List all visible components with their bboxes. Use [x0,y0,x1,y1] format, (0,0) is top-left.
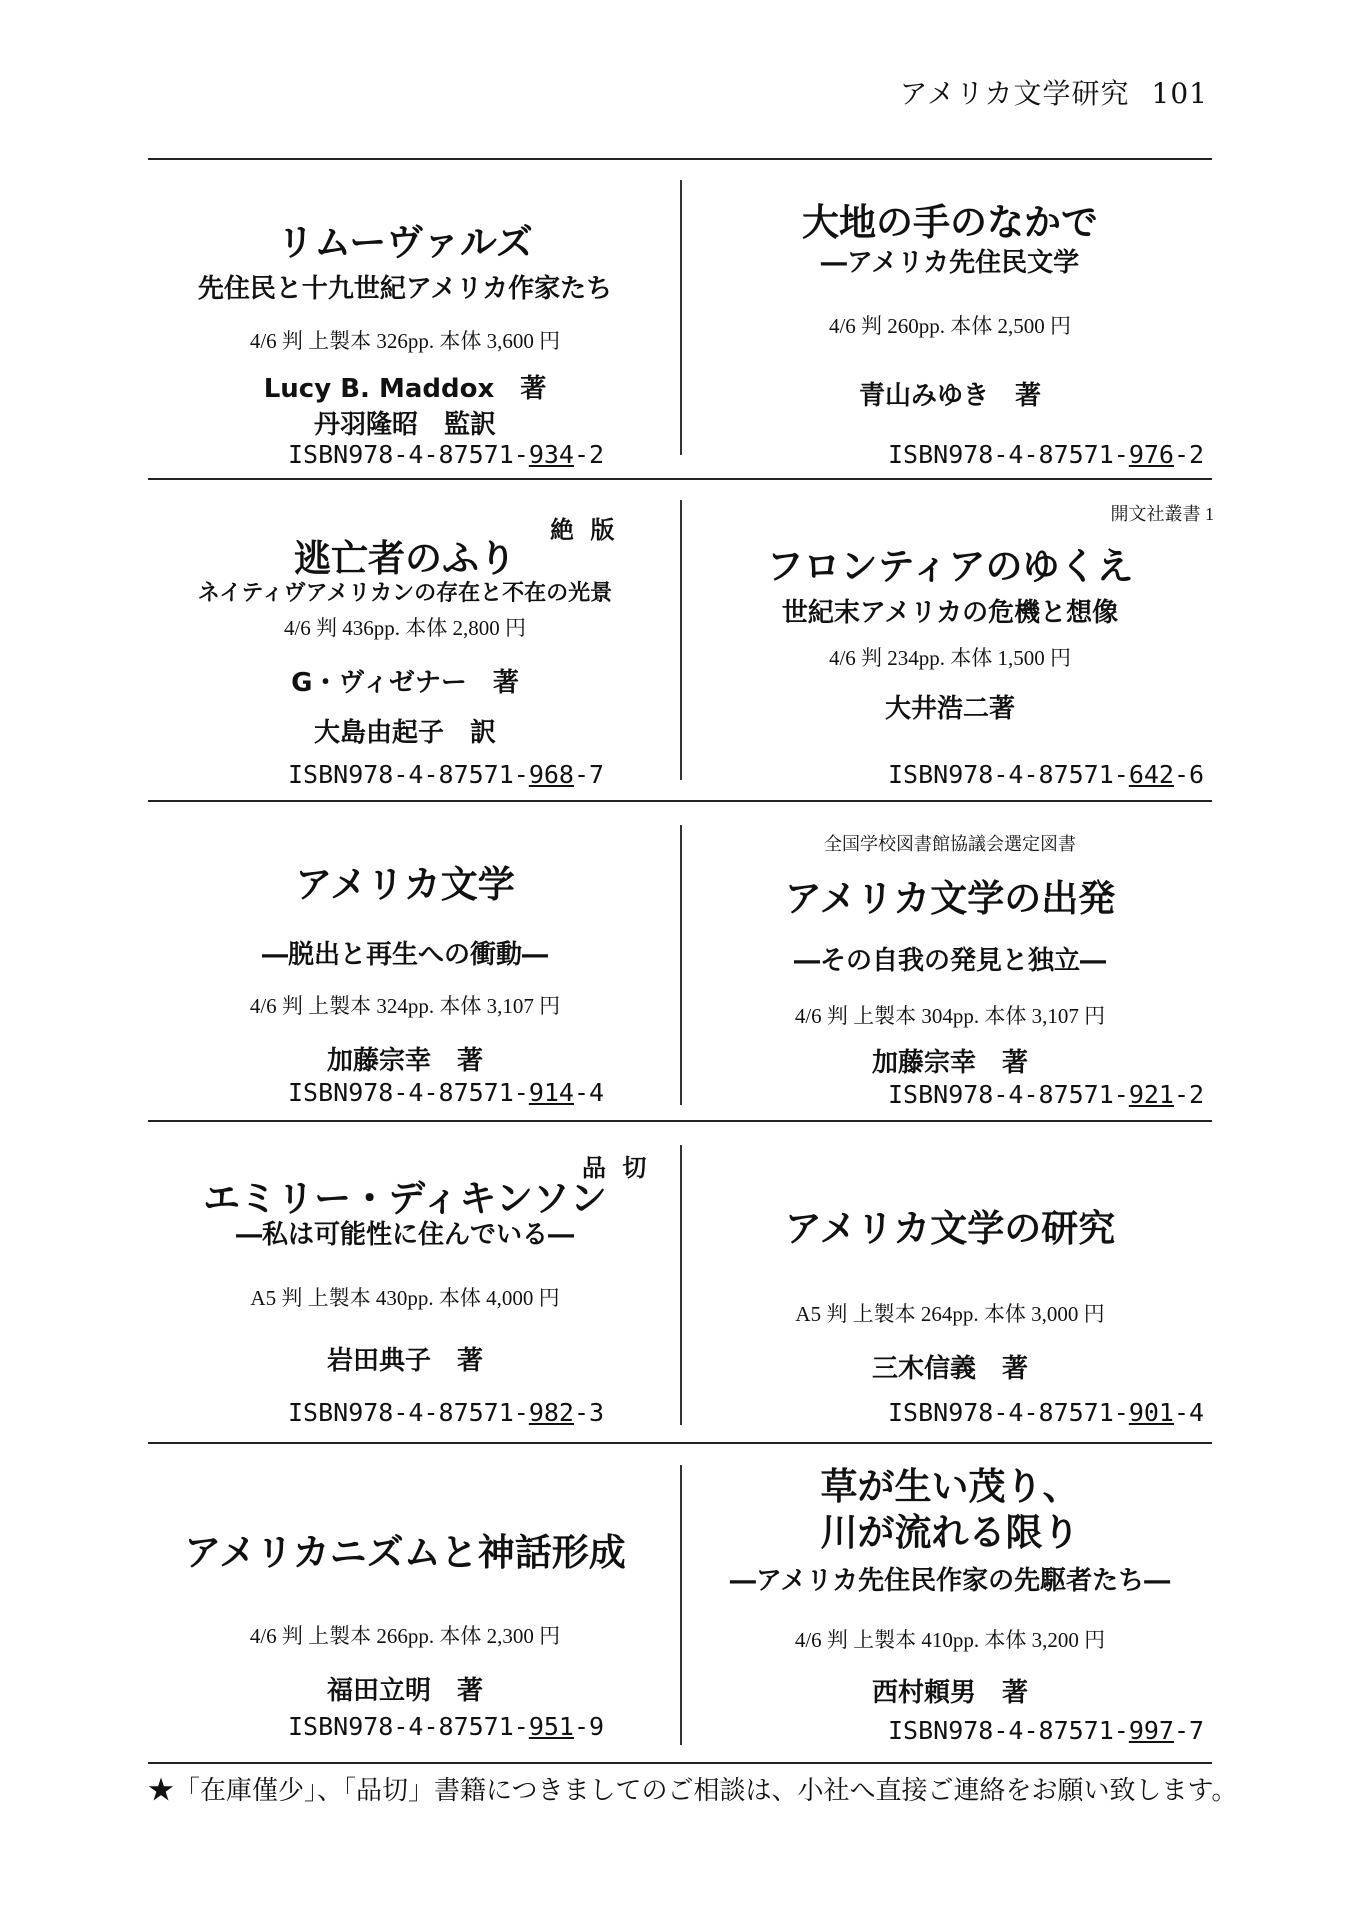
book-title: アメリカニズムと神話形成 [184,1531,626,1574]
book-author: 福田立明 著 [326,1676,483,1706]
book-isbn: ISBN978-4-87571-968-7 [288,760,605,789]
book-title: 草が生い茂り、 [820,1465,1080,1508]
book-author: 西村頼男 著 [871,1678,1028,1708]
book-isbn: ISBN978-4-87571-976-2 [888,440,1205,469]
book-spec: A5 判 上製本 264pp. 本体 3,000 円 [795,1302,1105,1326]
book-entry [700,480,1214,800]
book-entry [700,160,1205,478]
book-entry [150,802,660,1120]
column-divider [680,825,682,1105]
book-entry [150,1122,660,1442]
book-title: アメリカ文学 [295,863,515,906]
column-divider [680,1465,682,1745]
book-author: G・ヴィゼナー 著 [291,668,519,698]
book-entry [700,1122,1205,1442]
series-note: 開文社叢書 1 [1110,504,1214,524]
divider [148,1762,1212,1764]
book-isbn: ISBN978-4-87571-914-4 [288,1078,605,1107]
book-isbn: ISBN978-4-87571-642-6 [888,760,1205,789]
book-isbn: ISBN978-4-87571-951-9 [288,1712,605,1741]
book-isbn: ISBN978-4-87571-921-2 [888,1080,1205,1109]
book-title: リムーヴァルズ [277,221,533,264]
book-author: 大井浩二著 [884,694,1015,724]
book-subtitle: ―アメリカ先住民文学 [820,248,1080,278]
book-spec: 4/6 判 上製本 324pp. 本体 3,107 円 [249,994,561,1018]
column-divider [680,500,682,780]
book-spec: 4/6 判 234pp. 本体 1,500 円 [828,646,1072,670]
book-title-line2: 川が流れる限り [820,1511,1080,1554]
column-divider [680,180,682,455]
book-author: 岩田典子 著 [326,1346,483,1376]
book-entry [150,160,660,478]
book-subtitle: ―脱出と再生への衝動― [261,940,548,970]
book-translator: 丹羽隆昭 監訳 [313,410,496,440]
book-subtitle: 先住民と十九世紀アメリカ作家たち [197,274,613,304]
sold-out-badge: 品 切 [582,1154,651,1182]
stock-notice: ★「在庫僅少」、「品切」書籍につきましてのご相談は、小社へ直接ご連絡をお願い致します。 [148,1776,1238,1806]
page-header [900,72,1209,112]
book-title: 大地の手のなかで [802,201,1098,244]
running-title: アメリカ文学研究 [899,77,1130,110]
book-title: アメリカ文学の研究 [784,1207,1116,1250]
book-spec: 4/6 判 上製本 266pp. 本体 2,300 円 [249,1624,561,1648]
book-spec: 4/6 判 上製本 304pp. 本体 3,107 円 [794,1004,1106,1028]
book-subtitle: ―アメリカ先住民作家の先駆者たち― [729,1566,1171,1596]
book-author: 加藤宗幸 著 [326,1046,483,1076]
page-number: 101 [1151,77,1208,110]
book-entry [150,1444,660,1762]
book-subtitle: 世紀末アメリカの危機と想像 [781,598,1119,628]
book-subtitle: ネイティヴアメリカンの存在と不在の光景 [197,581,613,606]
book-author: Lucy B. Maddox 著 [263,374,547,404]
book-spec: A5 判 上製本 430pp. 本体 4,000 円 [250,1286,560,1310]
out-of-print-badge: 絶 版 [550,516,619,544]
column-divider [680,1145,682,1425]
book-title: アメリカ文学の出発 [784,877,1116,920]
book-author: 加藤宗幸 著 [871,1048,1028,1078]
book-spec: 4/6 判 436pp. 本体 2,800 円 [283,616,527,640]
selection-note: 全国学校図書館協議会選定図書 [824,834,1076,854]
book-isbn: ISBN978-4-87571-901-4 [888,1398,1205,1427]
book-entry [700,802,1205,1120]
book-subtitle: ―その自我の発見と独立― [793,946,1106,976]
book-spec: 4/6 判 上製本 410pp. 本体 3,200 円 [794,1628,1106,1652]
book-title: エミリー・ディキンソン [203,1177,607,1220]
book-author: 三木信義 著 [871,1354,1028,1384]
book-entry [700,1444,1205,1762]
book-spec: 4/6 判 260pp. 本体 2,500 円 [828,314,1072,338]
book-translator: 大島由起子 訳 [313,718,496,748]
book-author: 青山みゆき 著 [858,381,1041,411]
book-subtitle: ―私は可能性に住んでいる― [235,1220,574,1250]
book-title: フロンティアのゆくえ [766,545,1134,588]
book-isbn: ISBN978-4-87571-997-7 [888,1716,1205,1745]
book-isbn: ISBN978-4-87571-982-3 [288,1398,605,1427]
book-isbn: ISBN978-4-87571-934-2 [288,440,605,469]
book-spec: 4/6 判 上製本 326pp. 本体 3,600 円 [249,329,561,353]
book-title: 逃亡者のふり [294,537,516,580]
book-entry [150,480,660,800]
